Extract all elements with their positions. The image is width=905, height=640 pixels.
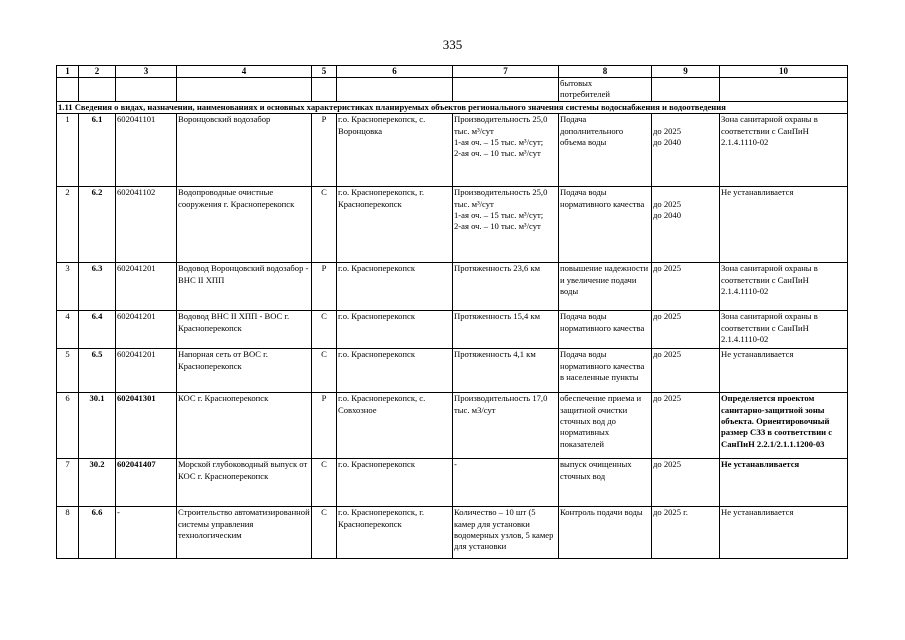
object-id: - [116,507,177,559]
object-code: 30.2 [79,459,116,507]
object-id: 602041201 [116,349,177,393]
object-deadline [652,349,720,393]
col-header: 8 [559,66,652,78]
object-characteristics [453,311,559,349]
page-number: 335 [442,37,463,52]
object-type: Р [312,114,337,187]
object-deadline [652,114,720,187]
continuation-row [57,78,848,102]
object-type: С [312,187,337,263]
object-characteristics [453,349,559,393]
deadline-line: до 2025 [653,263,682,274]
objects-table [56,65,848,559]
section-row [57,101,848,113]
object-id: 602041101 [116,114,177,187]
purpose-line: Подача воды нормативного качества [560,311,645,333]
object-name: Водопроводные очистные сооружения г. Красноперекопск [177,187,312,263]
continuation-line: потребителей [560,89,610,100]
object-characteristics [453,459,559,507]
row-number: 8 [57,507,79,559]
sanitary-zone [720,459,848,507]
sanitary-zone [720,349,848,393]
zone-line: Не устанавливается [721,187,794,198]
sanitary-zone [720,393,848,459]
row-number: 7 [57,459,79,507]
object-characteristics [453,507,559,559]
object-name: КОС г. Красноперекопск [177,393,312,459]
row-number: 3 [57,263,79,311]
object-code: 6.4 [79,311,116,349]
object-deadline [652,507,720,559]
object-purpose [559,187,652,263]
object-characteristics [453,187,559,263]
object-deadline [652,393,720,459]
object-purpose [559,507,652,559]
object-id: 602041201 [116,311,177,349]
zone-line: Зона санитарной охраны в соответствии с СанПиН 2.1.4.1110-02 [721,114,818,148]
object-deadline [652,187,720,263]
sanitary-zone [720,311,848,349]
object-location: г.о. Красноперекопск, г. Красноперекопск [337,187,453,263]
characteristic-line: Производительность 25,0 тыс. м³/сут [454,114,548,136]
deadline-line: до 2025 [653,125,682,136]
zone-line: Зона санитарной охраны в соответствии с СанПиН 2.1.4.1110-02 [721,311,818,345]
characteristic-line: 1-ая оч. – 15 тыс. м³/сут; [454,210,544,221]
object-purpose [559,459,652,507]
col-header: 9 [652,66,720,78]
object-location: г.о. Красноперекопск, г. Красноперекопск [337,507,453,559]
col-header: 2 [79,66,116,78]
header-row [57,66,848,78]
col-header: 1 [57,66,79,78]
zone-line: Не устанавливается [721,349,794,360]
object-purpose [559,263,652,311]
object-code: 6.5 [79,349,116,393]
object-characteristics [453,114,559,187]
object-purpose [559,349,652,393]
deadline-line: до 2040 [653,210,682,221]
deadline-line: до 2025 [653,393,682,404]
deadline-line: до 2040 [653,137,682,148]
table-row [57,114,848,187]
zone-line: Зона санитарной охраны в соответствии с СанПиН 2.1.4.1110-02 [721,263,818,297]
deadline-line: до 2025 [653,349,682,360]
deadline-line: до 2025 [653,198,682,209]
sanitary-zone [720,187,848,263]
spacer [653,114,718,125]
object-type: С [312,349,337,393]
col-header: 10 [720,66,848,78]
object-name: Воронцовский водозабор [177,114,312,187]
object-purpose [559,114,652,187]
object-location: г.о. Красноперекопск [337,459,453,507]
object-code: 6.3 [79,263,116,311]
object-location: г.о. Красноперекопск [337,263,453,311]
section-title: 1.11 Сведения о видах, назначении, наименованиях и основных характеристиках планируемых объектов регионального значения системы водоснабжения и водоотведения [57,101,848,113]
object-type: Р [312,393,337,459]
object-name: Морской глубоководный выпуск от КОС г. Красноперекопск [177,459,312,507]
continuation-cell [559,78,652,102]
purpose-line: повышение надежности и увеличение подачи воды [560,263,649,297]
characteristic-line: Протяженность 15,4 км [454,311,541,322]
object-name: Водовод ВНС II ХПП - ВОС г. Красноперекопск [177,311,312,349]
row-number: 4 [57,311,79,349]
object-code: 6.6 [79,507,116,559]
purpose-line: обеспечение приема и защитной очистки сточных вод до нормативных показателей [560,393,642,449]
row-number: 2 [57,187,79,263]
deadline-line: до 2025 [653,311,682,322]
object-id: 602041102 [116,187,177,263]
object-code: 6.2 [79,187,116,263]
object-id: 602041201 [116,263,177,311]
purpose-line: выпуск очищенных сточных вод [560,459,632,481]
deadline-line: до 2025 [653,459,682,470]
col-header: 3 [116,66,177,78]
object-id: 602041407 [116,459,177,507]
row-number: 5 [57,349,79,393]
col-header: 5 [312,66,337,78]
sanitary-zone [720,114,848,187]
purpose-line: Подача воды нормативного качества [560,187,645,209]
object-deadline [652,311,720,349]
row-number: 1 [57,114,79,187]
object-code: 6.1 [79,114,116,187]
purpose-line: Подача воды нормативного качества в населенные пункты [560,349,645,383]
col-header: 7 [453,66,559,78]
col-header: 4 [177,66,312,78]
object-id: 602041301 [116,393,177,459]
object-name: Напорная сеть от ВОС г. Красноперекопск [177,349,312,393]
object-name: Строительство автоматизированной системы управления технологическим [177,507,312,559]
sanitary-zone [720,507,848,559]
object-purpose [559,393,652,459]
table-row [57,263,848,311]
table-row [57,187,848,263]
object-code: 30.1 [79,393,116,459]
characteristic-line: - [454,459,457,470]
characteristic-line: 1-ая оч. – 15 тыс. м³/сут; [454,137,544,148]
zone-line: Определяется проектом санитарно-защитной зоны объекта. Ориентировочный размер СЗЗ в соответствии с СанПиН 2.2.1/2.1.1.1200-03 [721,393,833,449]
object-deadline [652,459,720,507]
characteristic-line: Протяженность 4,1 км [454,349,536,360]
table-row [57,311,848,349]
characteristic-line: Количество – 10 шт (5 камер для установки водомерных узлов, 5 камер для установки [454,507,554,552]
object-location: г.о. Красноперекопск, с. Совхозное [337,393,453,459]
object-deadline [652,263,720,311]
zone-line: Не устанавливается [721,459,800,470]
col-header: 6 [337,66,453,78]
table-row [57,349,848,393]
characteristic-line: 2-ая оч. – 10 тыс. м³/сут [454,221,541,232]
characteristic-line: Производительность 25,0 тыс. м³/сут [454,187,548,209]
object-type: С [312,311,337,349]
object-location: г.о. Красноперекопск, с. Воронцовка [337,114,453,187]
sanitary-zone [720,263,848,311]
purpose-line: Контроль подачи воды [560,507,643,518]
object-type: С [312,507,337,559]
object-location: г.о. Красноперекопск [337,349,453,393]
object-characteristics [453,393,559,459]
table-row [57,393,848,459]
table-row [57,507,848,559]
characteristic-line: 2-ая оч. – 10 тыс. м³/сут [454,148,541,159]
object-name: Водовод Воронцовский водозабор - ВНС II ХПП [177,263,312,311]
object-purpose [559,311,652,349]
characteristic-line: Производительность 17,0 тыс. м3/сут [454,393,548,415]
object-type: С [312,459,337,507]
zone-line: Не устанавливается [721,507,794,518]
row-number: 6 [57,393,79,459]
object-location: г.о. Красноперекопск [337,311,453,349]
spacer [653,187,718,198]
characteristic-line: Протяженность 23,6 км [454,263,541,274]
object-type: Р [312,263,337,311]
deadline-line: до 2025 г. [653,507,688,518]
purpose-line: Подача дополнительного объема воды [560,114,624,148]
object-characteristics [453,263,559,311]
table-row [57,459,848,507]
continuation-line: бытовых [560,78,593,88]
